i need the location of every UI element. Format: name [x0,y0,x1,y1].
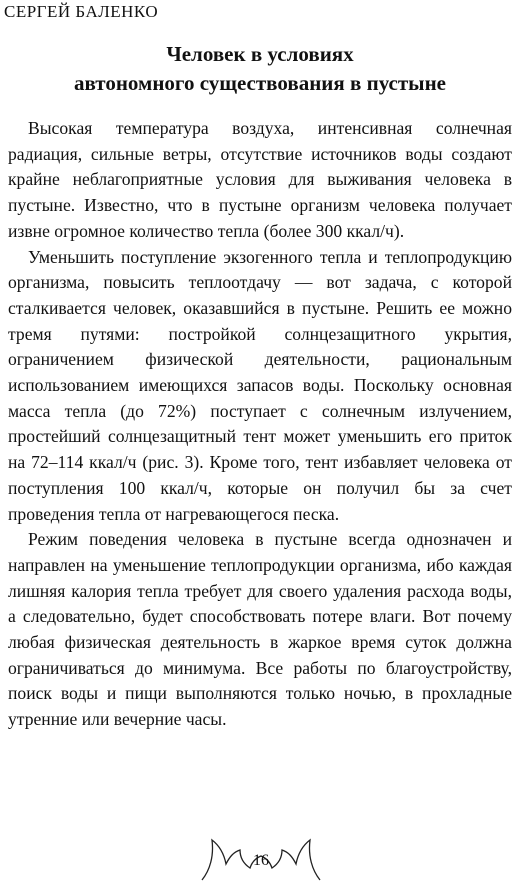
running-header: СЕРГЕЙ БАЛЕНКО [4,2,159,21]
chapter-title-line-2: автономного существования в пустыне [73,71,447,95]
paragraph-3: Режим поведения человека в пустыне всегда однозначен и направлен на уменьшение теплопродукции организма, ибо каждая лишняя калория тепла требует для своего удаления расхода воды, а следовательно, будет способствовать потере влаги. Вот почему любая физическая деятельность в жаркое время суток должна ограничиваться до минимума. Все работы по благоустройству, поиск воды и пищи выполняются только ночью, в прохладные утренние или вечерние часы. [8,529,512,730]
article-body [8,116,512,733]
paragraph-1: Высокая температура воздуха, интенсивная солнечная радиация, сильные ветры, отсутствие источников воды создают крайне неблагоприятные условия для выживания человека в пустыне. Известно, что в пустыне организм человека получает извне огромное количество тепла (более 300 ккал/ч). [8,118,512,241]
chapter-title [0,40,520,98]
paragraph-2: Уменьшить поступление экзогенного тепла и теплопродукцию организма, повысить теплоотдачу — вот задача, с которой сталкивается человек, оказавшийся в пустыне. Решить ее можно тремя путями: постройкой солнцезащитного укрытия, ограничением физической деятельности, рациональным использованием имеющихся запасов воды. Поскольку основная масса тепла (до 72%) поступает с солнечным излучением, простейший солнцезащитный тент может уменьшить его приток на 72–114 ккал/ч (рис. 3). Кроме того, тент избавляет человека от поступления 100 ккал/ч, которые он получил бы за счет проведения тепла от нагревающегося песка. [8,246,512,524]
chapter-title-line-1: Человек в условиях [166,42,354,66]
page-number: 16 [253,852,269,869]
